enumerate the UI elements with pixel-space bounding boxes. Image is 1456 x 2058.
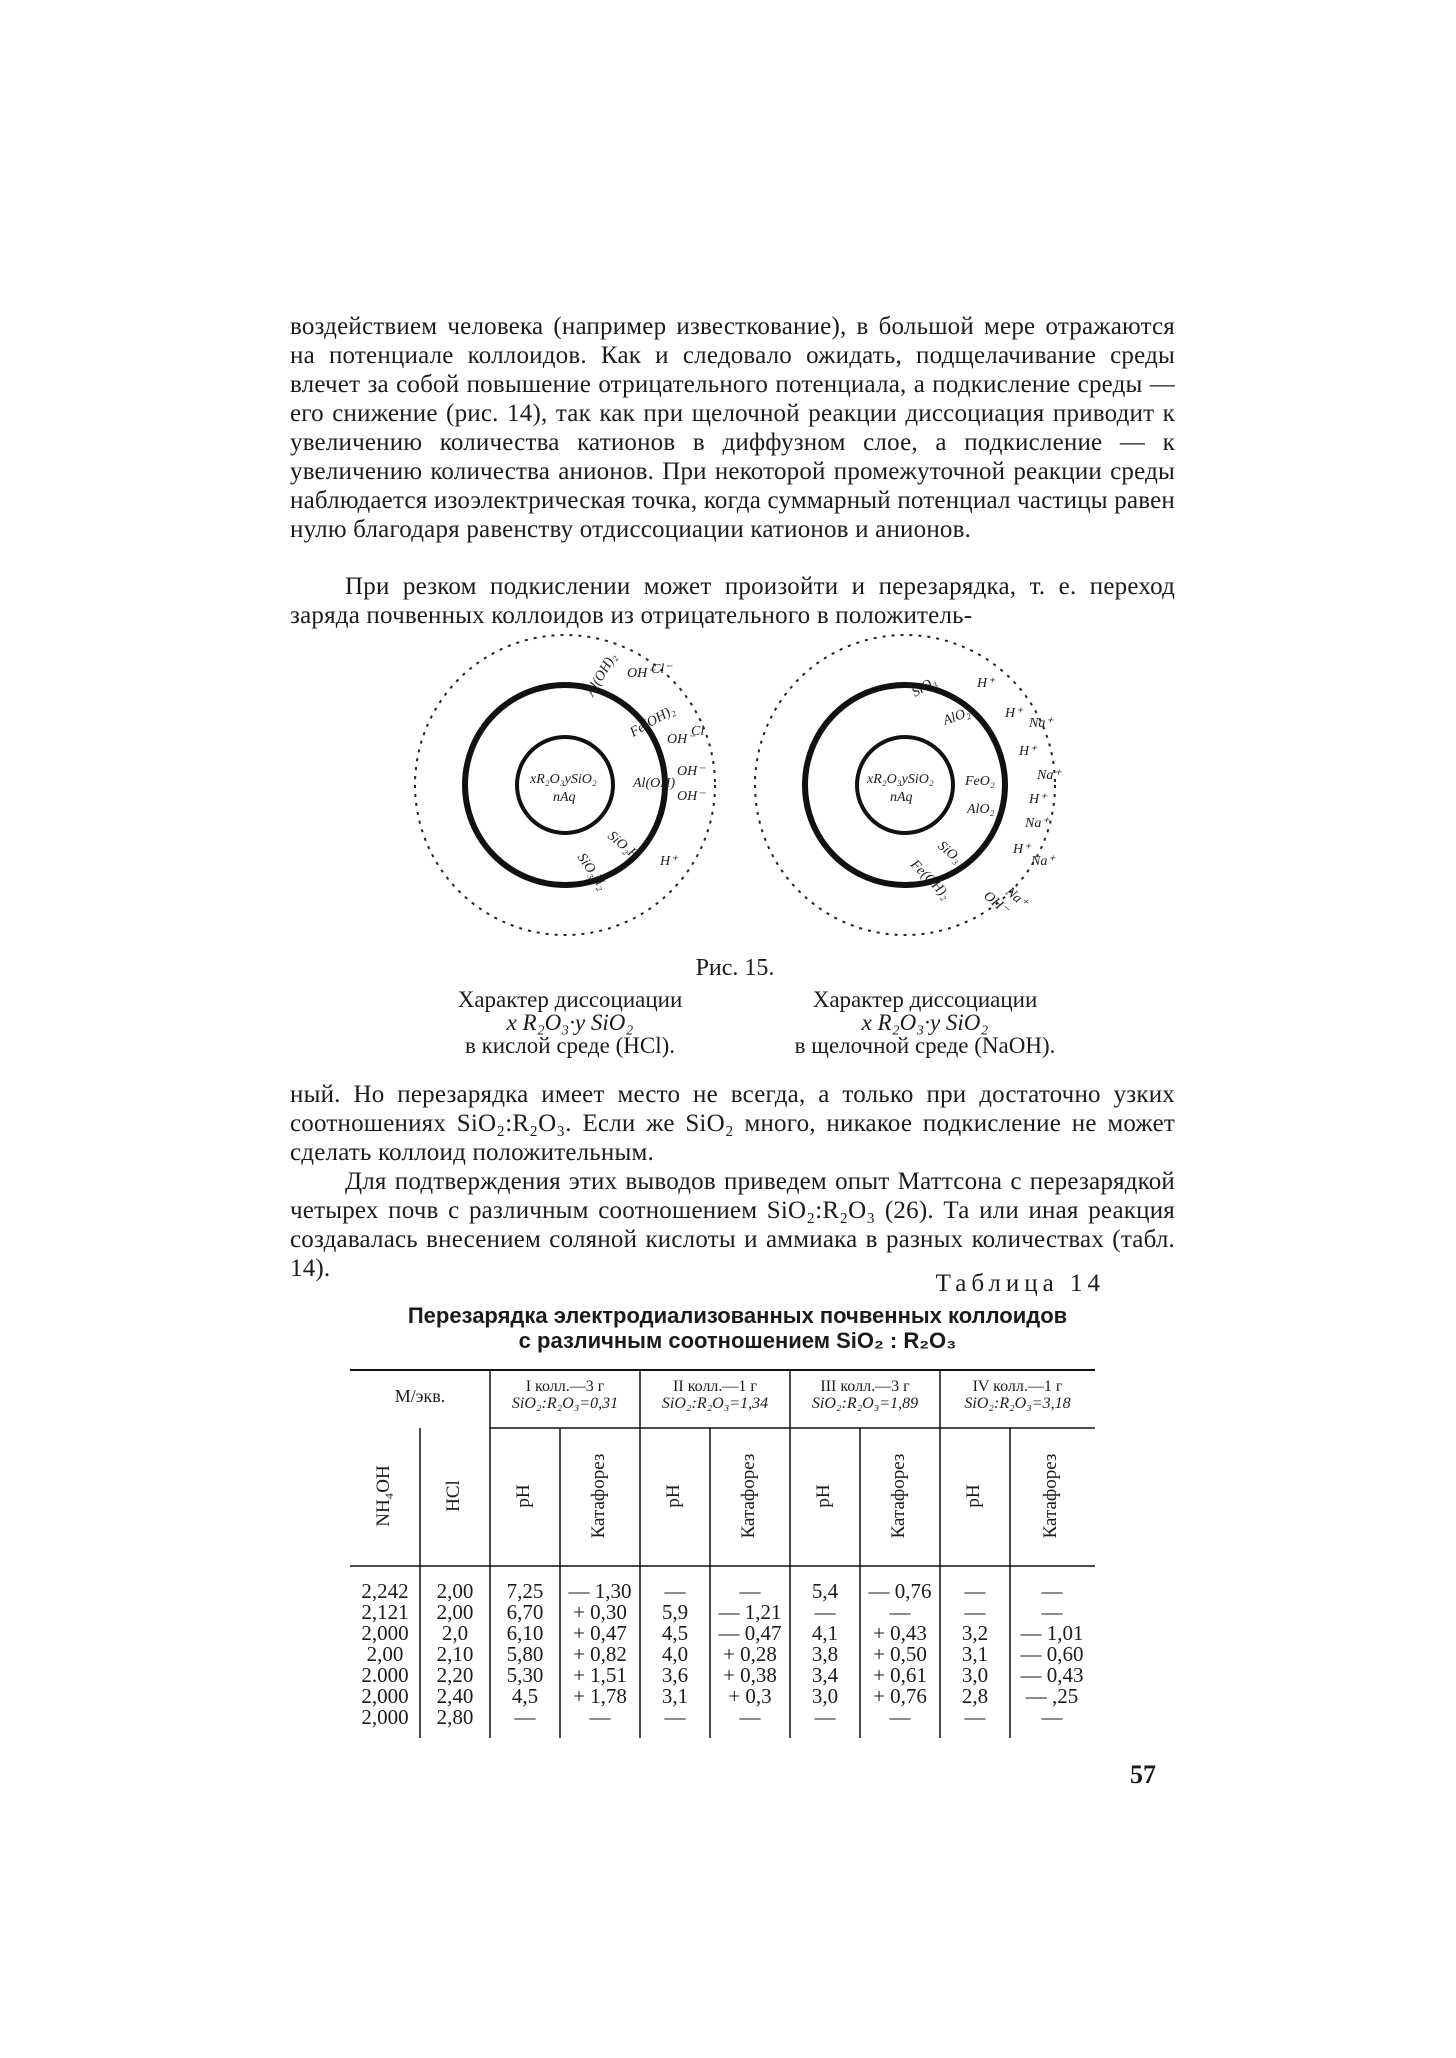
sub-header-7: pH <box>813 1484 834 1508</box>
group-2-ratio: SiO₂:R₂O₃=1,34 <box>661 1395 769 1412</box>
right-outer-label-8: H⁺ <box>1013 842 1031 857</box>
table-cell: 4,5 <box>661 1621 689 1645</box>
caption-acid-line-2: x R₂O₃·y SiO₂ <box>506 1010 634 1035</box>
left-outer-label-2: Cl⁻ <box>651 662 672 677</box>
group-3-name: III колл.—3 г <box>820 1378 910 1395</box>
caption-acid-line-1: Характер диссоциации <box>457 987 683 1012</box>
left-ring-label-5: SiO₃H₂ <box>573 850 610 893</box>
right-outer-label-11: Na⁺ <box>1002 884 1031 912</box>
paragraph-3: ный. Но перезарядка имеет место не всегда, а только при достаточно узких соотношениях SiO₂:R₂O₃. Если же SiO₂ много, никакое подкисление не может сделать коллоид положительным. <box>290 1081 1175 1166</box>
table-cell: + 0,47 <box>573 1621 627 1645</box>
right-outer-label-1: H⁺ <box>977 676 995 691</box>
table-title-line-2: с различным соотношением SiO₂ : R₂O₃ <box>518 1328 957 1353</box>
left-core-formula: xR₂O₃ySiO₂ <box>530 772 597 787</box>
page-number: 57 <box>1130 1760 1156 1789</box>
table-cell: — 1,21 <box>718 1600 782 1624</box>
right-outer-label-5: Na⁺ <box>1037 768 1061 783</box>
table-cell: 3,2 <box>961 1621 989 1645</box>
table-cell: — <box>589 1705 611 1729</box>
table-label: Таблица 14 <box>935 1270 1105 1297</box>
right-outer-label-4: H⁺ <box>1019 744 1037 759</box>
right-ring-label-4: AlO₂ <box>967 802 995 817</box>
table-cell: — <box>814 1705 836 1729</box>
left-outer-label-1: OH⁻ <box>627 666 655 681</box>
acid-particle <box>415 635 715 935</box>
table-cell: 2,10 <box>436 1642 474 1666</box>
table-cell: 2,40 <box>436 1684 474 1708</box>
right-ring-label-1: SiO₃ <box>909 674 940 701</box>
table-cell: 3,0 <box>961 1663 989 1687</box>
table-cell: 2,00 <box>366 1642 404 1666</box>
group-header-1 <box>490 1378 640 1412</box>
table-cell: 2,121 <box>361 1600 409 1624</box>
table-cell: + 0,50 <box>873 1642 927 1666</box>
caption-alkaline <box>755 988 1095 1057</box>
table-cell: + 0,43 <box>873 1621 927 1645</box>
table-cell: 2,8 <box>961 1684 989 1708</box>
left-outer-label-6: OH⁻ <box>677 789 705 804</box>
table-cell: + 0,28 <box>723 1642 777 1666</box>
right-ring-label-6: Fe(OH)₂ <box>907 857 953 903</box>
table-cell: 2,00 <box>436 1579 474 1603</box>
table-cell: — <box>739 1705 761 1729</box>
sub-header-10: Катафорез <box>1040 1453 1061 1539</box>
table-cell: — <box>1041 1579 1063 1603</box>
right-ring-label-5: SiO₃ <box>934 838 964 867</box>
table-cell: 2,00 <box>436 1600 474 1624</box>
paragraph-2: При резком подкислении может произойти и перезарядка, т. е. переход заряда почвенных коллоидов из отрицательного в положитель- <box>290 573 1175 629</box>
right-outer-label-3: Na⁺ <box>1029 716 1053 731</box>
figure-15-diagram <box>405 625 1095 955</box>
table-cell: 2,000 <box>361 1705 409 1729</box>
caption-alkaline-line-2: x R₂O₃·y SiO₂ <box>861 1010 989 1035</box>
left-outer-label-4: Cl <box>691 724 705 739</box>
table-cell: 2.000 <box>361 1663 409 1687</box>
table-14 <box>350 1368 1095 1738</box>
table-title-line-1: Перезарядка электродиализованных почвенных коллоидов <box>407 1303 1068 1328</box>
table-cell: 2,000 <box>361 1684 409 1708</box>
group-1-name: I колл.—3 г <box>525 1378 605 1395</box>
header-meq: М/экв. <box>394 1386 446 1406</box>
table-cell: — 0,60 <box>1020 1642 1084 1666</box>
table-cell: 6,70 <box>506 1600 544 1624</box>
sub-header-6: Катафорез <box>738 1453 759 1539</box>
table-cell: — <box>964 1579 986 1603</box>
table-cell: — <box>814 1600 836 1624</box>
table-cell: + 1,78 <box>573 1684 627 1708</box>
table-cell: 3,0 <box>811 1684 839 1708</box>
right-ring-label-3: FeO₂ <box>965 774 995 789</box>
table-cell: 3,6 <box>661 1663 689 1687</box>
table-cell: + 0,61 <box>873 1663 927 1687</box>
sub-header-3: pH <box>513 1484 534 1508</box>
sub-header-1: NH₄OH <box>373 1465 394 1527</box>
table-cell: 2,000 <box>361 1621 409 1645</box>
right-ring-label-2: AlO₂ <box>941 705 973 729</box>
sub-header-9: pH <box>963 1484 984 1508</box>
left-outer-label-7: H⁺ <box>660 854 678 869</box>
paragraph-1: воздействием человека (например известкование), в большой мере отражаются на потенциале коллоидов. Как и следовало ожидать, подщелачивание среды влечет за собой повышение отрицательного потенциала, а подкисление среды — его снижение (рис. 14), так как при щелочной реакции диссоциация приводит к увеличению количества катионов в диффузном слое, а подкисление — к увеличению количества анионов. При некоторой промежуточной реакции среды наблюдается изоэлектрическая точка, когда суммарный потенциал частицы равен нулю благодаря равенству отдиссоциации катионов и анионов. <box>290 313 1175 543</box>
right-outer-label-10: OH⁻ <box>980 888 1012 918</box>
table-cell: + 0,30 <box>573 1600 627 1624</box>
left-outer-label-3: OH⁻ <box>667 732 695 747</box>
table-cell: — <box>739 1579 761 1603</box>
table-cell: — 0,47 <box>718 1621 782 1645</box>
left-core-water: nAq <box>553 790 576 805</box>
table-cell: 3,8 <box>811 1642 839 1666</box>
table-cell: — 0,76 <box>868 1579 932 1603</box>
table-title <box>375 1303 1100 1353</box>
table-cell: — <box>514 1705 536 1729</box>
caption-acid <box>425 988 715 1057</box>
table-cell: — <box>964 1600 986 1624</box>
sub-header-4: Катафорез <box>588 1453 609 1539</box>
table-cell: — 1,30 <box>568 1579 632 1603</box>
paragraph-4: Для подтверждения этих выводов приведем опыт Маттсона с перезарядкой четырех почв с различным соотношением SiO₂:R₂O₃ (26). Та или иная реакция создавалась внесением соляной кислоты и аммиака в разных количествах (табл. 14). <box>290 1168 1175 1282</box>
table-cell: — <box>664 1705 686 1729</box>
table-cell: 3,1 <box>961 1642 989 1666</box>
table-cell: + 1,51 <box>573 1663 627 1687</box>
table-cell: 3,1 <box>661 1684 689 1708</box>
table-cell: + 0,82 <box>573 1642 627 1666</box>
table-cell: 2,0 <box>441 1621 469 1645</box>
group-1-ratio: SiO₂:R₂O₃=0,31 <box>511 1395 619 1412</box>
table-cell: 5,4 <box>811 1579 839 1603</box>
alkaline-particle <box>755 635 1062 935</box>
figure-caption: Рис. 15. <box>695 955 775 981</box>
left-ring-label-3: Al(OH) <box>633 776 675 791</box>
table-cell: 5,80 <box>506 1642 544 1666</box>
table-cell: — <box>664 1579 686 1603</box>
table-cell: — ,25 <box>1025 1684 1079 1708</box>
sub-header-8: Катафорез <box>888 1453 909 1539</box>
caption-acid-line-3: в кислой среде (HCl). <box>464 1033 676 1058</box>
table-cell: 2,242 <box>361 1579 409 1603</box>
group-4-name: IV колл.—1 г <box>972 1378 1063 1395</box>
left-ring-label-2: Fe(OH)₂ <box>627 702 678 741</box>
sub-header-2: HCl <box>443 1480 464 1512</box>
group-header-2 <box>640 1378 790 1412</box>
table-cell: 6,10 <box>506 1621 544 1645</box>
left-ring-label-1: Al(OH)₂ <box>583 650 620 699</box>
table-cell: + 0,38 <box>723 1663 777 1687</box>
left-ring-label-4: SiO₂H <box>604 828 642 864</box>
caption-alkaline-line-3: в щелочной среде (NaOH). <box>794 1033 1056 1058</box>
table-cell: 5,9 <box>661 1600 689 1624</box>
right-outer-label-2: H⁺ <box>1005 706 1023 721</box>
table-cell: — <box>1041 1600 1063 1624</box>
table-cell: + 0,76 <box>873 1684 927 1708</box>
table-cell: 4,5 <box>511 1684 539 1708</box>
table-cell: 4,1 <box>811 1621 839 1645</box>
right-core-water: nAq <box>890 790 913 805</box>
group-3-ratio: SiO₂:R₂O₃=1,89 <box>811 1395 919 1412</box>
table-cell: 2,20 <box>436 1663 474 1687</box>
right-core-formula: xR₂O₃ySiO₂ <box>867 772 934 787</box>
right-outer-label-9: Na⁺ <box>1031 854 1055 869</box>
sub-header-5: pH <box>663 1484 684 1508</box>
caption-alkaline-line-1: Характер диссоциации <box>812 987 1038 1012</box>
right-outer-label-7: Na⁺ <box>1025 816 1049 831</box>
table-cell: 7,25 <box>506 1579 544 1603</box>
table-cell: — 1,01 <box>1020 1621 1084 1645</box>
group-header-4 <box>940 1378 1095 1412</box>
right-outer-label-6: H⁺ <box>1029 792 1047 807</box>
table-cell: — <box>964 1705 986 1729</box>
group-4-ratio: SiO₂:R₂O₃=3,18 <box>964 1395 1071 1412</box>
table-cell: — <box>889 1705 911 1729</box>
left-outer-label-5: OH⁻ <box>677 764 705 779</box>
table-cell: + 0,3 <box>728 1684 772 1708</box>
table-cell: 4,0 <box>661 1642 689 1666</box>
group-header-3 <box>790 1378 940 1412</box>
table-cell: — <box>889 1600 911 1624</box>
table-cell: 2,80 <box>436 1705 474 1729</box>
table-cell: — <box>1041 1705 1063 1729</box>
table-cell: 5,30 <box>506 1663 544 1687</box>
table-cell: — 0,43 <box>1020 1663 1084 1687</box>
table-cell: 3,4 <box>811 1663 839 1687</box>
group-2-name: II колл.—1 г <box>673 1378 757 1395</box>
